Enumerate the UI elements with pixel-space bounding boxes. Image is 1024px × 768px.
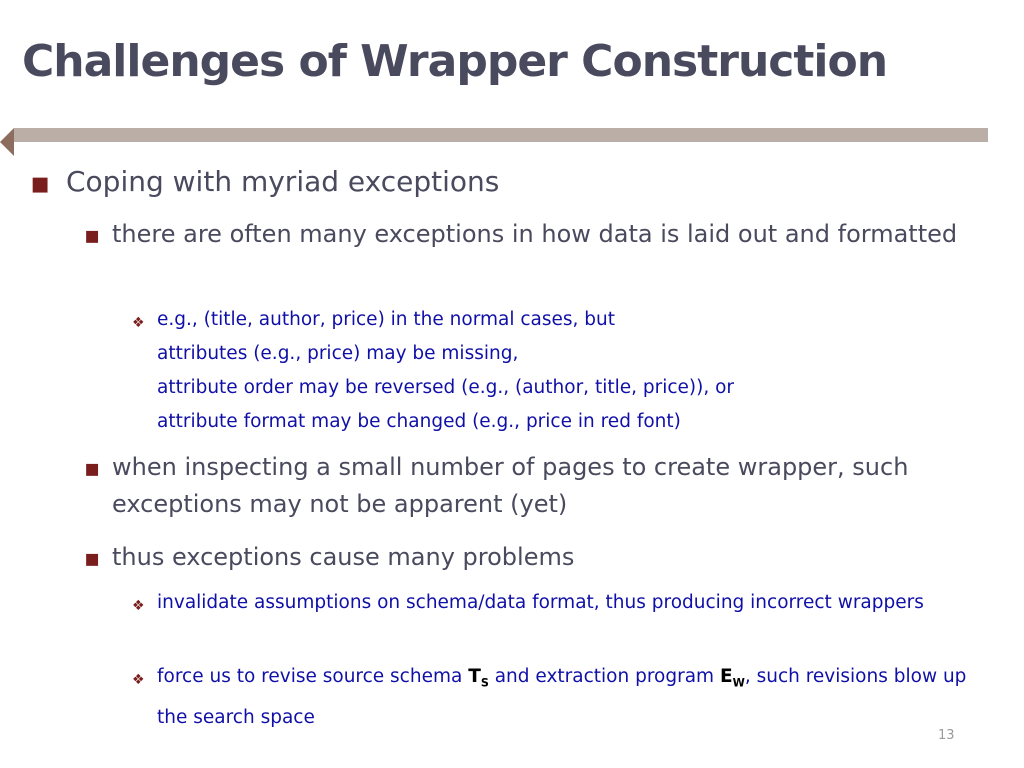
example-line: e.g., (title, author, price) in the normal cases, but — [157, 309, 616, 330]
revise-text-pre: force us to revise source schema — [157, 666, 469, 687]
program-symbol-subscript: W — [732, 676, 745, 690]
example-line: attributes (e.g., price) may be missing, — [157, 343, 519, 364]
program-symbol — [719, 666, 745, 690]
diamond-bullet-icon: ❖ — [132, 672, 145, 688]
diamond-bullet-icon: ❖ — [132, 598, 145, 614]
schema-symbol-subscript: S — [480, 676, 489, 690]
sub-bullet-invalidate: invalidate assumptions on schema/data format, thus producing incorrect wrappers — [157, 592, 924, 613]
program-symbol-letter: E — [719, 666, 733, 687]
square-bullet-icon: ▪ — [84, 454, 101, 482]
schema-symbol-letter: T — [468, 666, 481, 687]
square-bullet-icon: ▪ — [84, 221, 101, 249]
revise-text-post: , such revisions blow up the search space — [157, 666, 967, 728]
revise-text-mid: and extraction program — [488, 666, 720, 687]
bullet-many-exceptions: there are often many exceptions in how data is laid out and formatted — [112, 220, 958, 248]
title-rule — [14, 128, 988, 142]
sub-bullet-revise-schema — [157, 660, 987, 735]
square-bullet-icon: ▪ — [30, 166, 51, 201]
example-line: attribute order may be reversed (e.g., (author, title, price)), or — [157, 377, 735, 398]
square-bullet-icon: ▪ — [84, 544, 101, 572]
slide-title: Challenges of Wrapper Construction — [22, 36, 888, 87]
example-line: attribute format may be changed (e.g., price in red font) — [157, 411, 681, 432]
title-rule-accent — [0, 128, 14, 156]
sub-bullet-examples — [157, 303, 987, 439]
bullet-inspecting-pages: when inspecting a small number of pages to create wrapper, such exceptions may not be apparent (yet) — [112, 453, 909, 518]
bullet-coping-exceptions: Coping with myriad exceptions — [66, 165, 500, 198]
bullet-exceptions-problems: thus exceptions cause many problems — [112, 543, 575, 571]
diamond-bullet-icon: ❖ — [132, 315, 145, 331]
page-number: 13 — [938, 728, 955, 743]
schema-symbol — [468, 666, 489, 690]
